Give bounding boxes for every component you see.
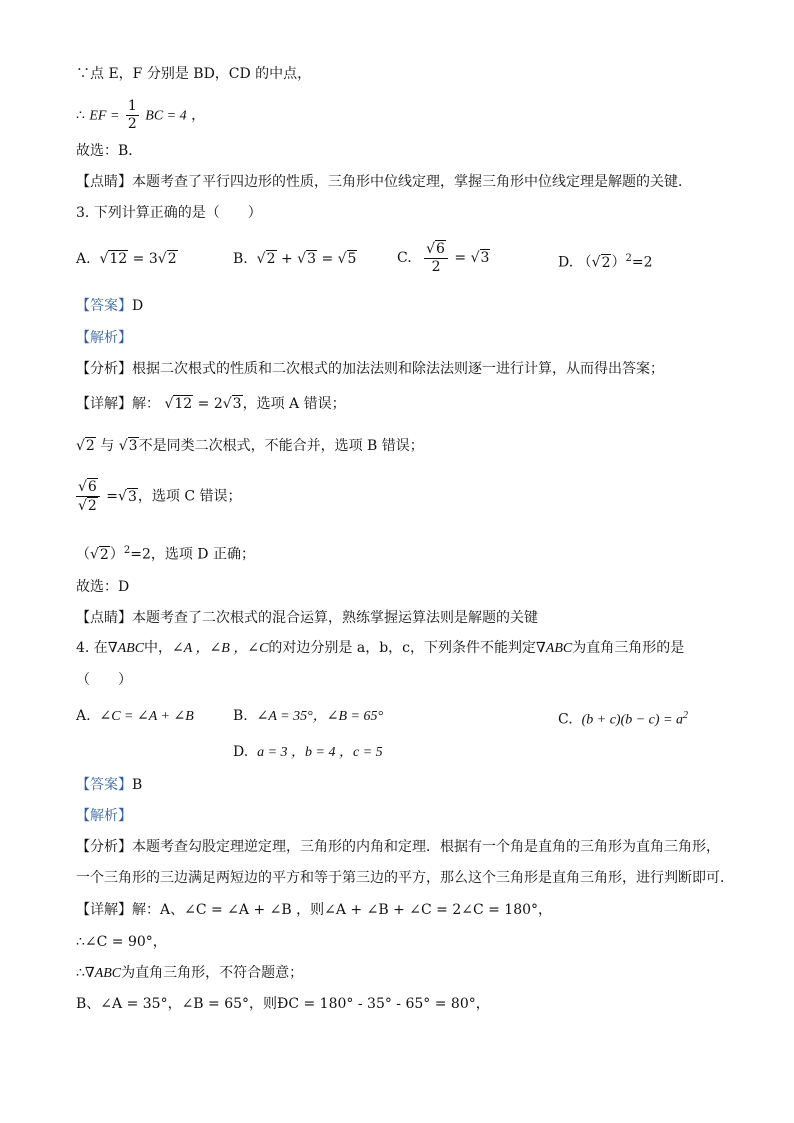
ef-equation-line: ∴ EF = $\frac{1}{2}$ BC = 4 ， bbox=[76, 98, 206, 132]
q3-fenxi: 【分析】根据二次根式的性质和二次根式的加法法则和除法法则逐一进行计算，从而得出答案； bbox=[76, 361, 664, 377]
q4-fenxi-1: 【分析】本题考查勾股定理逆定理，三角形的内角和定理．根据有一个角是直角的三角形为直角三角形， bbox=[76, 839, 720, 855]
q3-option-d: D. $(√2)^2=2$ bbox=[558, 253, 653, 271]
choose-b-line: 故选：B． bbox=[76, 143, 143, 159]
q4-option-b: B. ∠A = 35°，∠B = 65° bbox=[233, 708, 384, 724]
q3-option-d-explain: $(√2)^2=2$，选项 D 正确； bbox=[76, 545, 255, 563]
q3-dianjing: 【点睛】本题考查了二次根式的混合运算，熟练掌握运算法则是解题的关键 bbox=[76, 610, 538, 626]
q4-paren: （ ） bbox=[76, 672, 132, 688]
q3-analysis-tag: 【解析】 bbox=[76, 330, 132, 346]
ef-lhs: EF = bbox=[89, 108, 120, 124]
q4-option-c: C. $(b + c)(b - c) = a^2$ bbox=[558, 710, 688, 728]
q4-xiangjie: 【详解】解：A、∠C = ∠A + ∠B ，则∠A + ∠B + ∠C = 2∠C = 180°， bbox=[76, 902, 553, 918]
q4-option-a: A. ∠C = ∠A + ∠B bbox=[76, 708, 194, 724]
q3-stem: 3. 下列计算正确的是（ ） bbox=[76, 205, 262, 221]
q3-xiangjie: 【详解】解： √12 = 2√3，选项 A 错误； bbox=[76, 396, 346, 412]
dianjing-1: 【点睛】本题考查了平行四边形的性质，三角形中位线定理，掌握三角形中位线定理是解题的关键． bbox=[76, 174, 692, 190]
q4-line-c90: ∴∠C = 90°， bbox=[76, 934, 167, 950]
given-midpoints-line: ∵点 E，F 分别是 BD，CD 的中点， bbox=[76, 66, 312, 82]
dianjing-tag: 【点睛】 bbox=[76, 174, 132, 190]
q3-guxuan: 故选：D bbox=[76, 579, 130, 595]
answer-tag: 【答案】 bbox=[76, 298, 132, 314]
q3-option-b-explain: √2 与 √3不是同类二次根式，不能合并，选项 B 错误； bbox=[76, 438, 424, 454]
q4-answer: 【答案】B bbox=[76, 777, 143, 793]
q4-fenxi-2: 一个三角形的三边满足两短边的平方和等于第三边的平方，那么这个三角形是直角三角形，进行判断即可． bbox=[76, 870, 734, 886]
q4-line-right-triangle: ∴∇ABC为直角三角形，不符合题意； bbox=[76, 965, 304, 981]
ef-rhs: BC = 4 bbox=[145, 108, 187, 124]
q4-line-b: B、∠A = 35°，∠B = 65°，则ÐC = 180° - 35° - 65° = 80°， bbox=[76, 996, 490, 1012]
q3-option-a: A. √12 = 3√2 bbox=[76, 251, 177, 267]
therefore-symbol: ∴ bbox=[76, 107, 85, 124]
q4-analysis-tag: 【解析】 bbox=[76, 808, 132, 824]
q3-answer: 【答案】D bbox=[76, 298, 144, 314]
q3-option-c-explain: $\frac{√6}{√2}$ =√3，选项 C 错误； bbox=[78, 479, 242, 514]
q3-option-b: B. √2 + √3 = √5 bbox=[233, 251, 357, 267]
half-fraction: $\frac{1}{2}$ bbox=[127, 98, 137, 132]
q4-option-d: D. a = 3 ，b = 4 ，c = 5 bbox=[233, 744, 383, 760]
q4-stem: 4. 在∇ABC中，∠A ，∠B ，∠C的对边分别是 a，b，c，下列条件不能判定∇ABC为直角三角形的是 bbox=[76, 640, 685, 656]
q3-option-c: C. $\frac{√6}{2}$ = √3 bbox=[397, 241, 490, 275]
